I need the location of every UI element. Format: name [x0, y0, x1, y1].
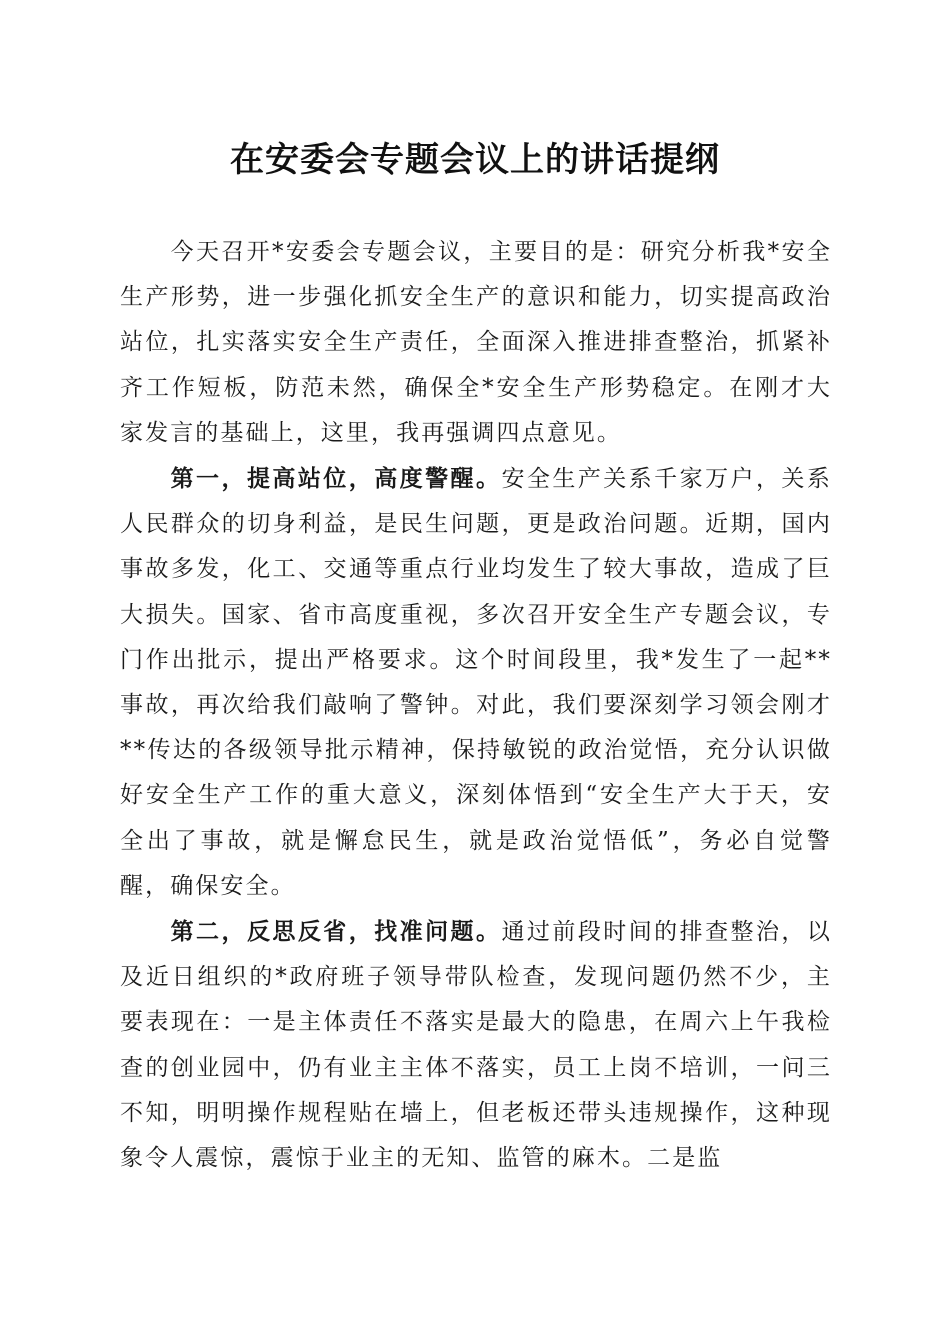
section-2-body: 通过前段时间的排查整治，以及近日组织的*政府班子领导带队检查，发现问题仍然不少，主要表现在：一是主体责任不落实是最大的隐患，在周六上午我检查的创业园中，仍有业主主体不落实，员工上岗不培训，一问三不知，明明操作规程贴在墙上，但老板还带头违规操作，这种现象令人震惊，震惊于业主的无知、监管的麻木。二是监 — [120, 919, 832, 1172]
intro-paragraph: 今天召开*安委会专题会议，主要目的是：研究分析我*安全生产形势，进一步强化抓安全生产的意识和能力，切实提高政治站位，扎实落实安全生产责任，全面深入推进排查整治，抓紧补齐工作短板，防范未然，确保全*安全生产形势稳定。在刚才大家发言的基础上，这里，我再强调四点意见。 — [120, 239, 832, 446]
document-body — [120, 230, 832, 1181]
section-1-paragraph — [120, 456, 832, 909]
section-2-heading: 第二，反思反省，找准问题。 — [170, 918, 502, 946]
section-1-body: 安全生产关系千家万户，关系人民群众的切身利益，是民生问题，更是政治问题。近期，国内事故多发，化工、交通等重点行业均发生了较大事故，造成了巨大损失。国家、省市高度重视，多次召开安全生产专题会议，专门作出批示，提出严格要求。这个时间段里，我*发生了一起**事故，再次给我们敲响了警钟。对此，我们要深刻学习领会刚才**传达的各级领导批示精神，保持敏锐的政治觉悟，充分认识做好安全生产工作的重大意义，深刻体悟到“安全生产大于天，安全出了事故，就是懈怠民生，就是政治觉悟低”，务必自觉警醒，确保安全。 — [120, 466, 832, 899]
document-title: 在安委会专题会议上的讲话提纲 — [230, 140, 720, 180]
section-1-heading: 第一，提高站位，高度警醒。 — [170, 465, 502, 493]
section-2-paragraph — [120, 909, 832, 1181]
